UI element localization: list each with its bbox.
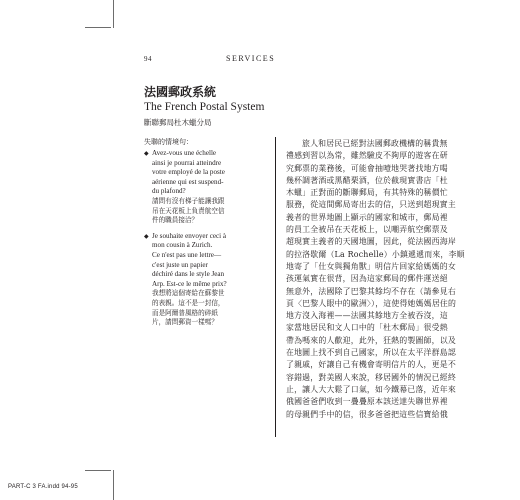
body-line: 了親戚，好讓自己有機會寄明信片的人，更是不 [286, 360, 456, 370]
phrase-french-line: mon cousin à Zurich. [152, 241, 213, 250]
body-line: 孩運氣實在很背，因為這家郵局的郵件運送絕 [286, 274, 448, 284]
body-line: 服務，從這間郵局寄出去的信，只送到超現實主 [286, 200, 456, 210]
crop-mark-top-vertical [113, 0, 114, 28]
phrase-french-line: Arp. Est-ce le même prix? [152, 279, 227, 288]
phrase-chinese-line: 件的職員接洽？ [152, 216, 199, 225]
body-line: 的員工全被吊在天花板上，以嘲弄航空郵票及 [286, 225, 448, 235]
article-body [286, 138, 466, 421]
body-line: 在地圖上找不到自己國家，所以在太平洋群島認 [286, 348, 456, 358]
body-line: 旅人和居民已經對法國郵政機構的稱貴無 [302, 139, 448, 148]
body-line: 地寄了「仕女與獨角獸」明信片回家給媽媽的女 [286, 261, 456, 271]
article-heading [144, 84, 344, 128]
phrase-french-line: déchiré dans le style Jean [152, 270, 225, 279]
file-slug: PART-C 3 FA.indd 94-95 [8, 484, 78, 490]
body-line: 幾杯調著酒或黑醋栗酒，位於截現實書店「杜 [286, 175, 448, 185]
phrase-chinese-line: 片，請問郵資一樣嗎？ [152, 318, 218, 327]
body-line: 俄國爸爸們收到一疊疊原本該送達失聯世界裡 [286, 397, 448, 407]
body-line: 超現實主義者的天國地圖，因此，從法國西海岸 [286, 237, 456, 247]
phrase-item [144, 149, 272, 226]
phrase-french-line: du plafond? [152, 187, 186, 196]
phrase-item [144, 232, 272, 328]
phrase-french-line: Je souhaite envoyer ceci à [152, 231, 227, 240]
body-line: 止，讓人大大鬆了口氣，如今鐵幕已落，近年來 [286, 384, 456, 394]
body-line: 容錯過，對美國人來說，移居國外的情況已經終 [286, 372, 456, 382]
diamond-bullet-icon: ◆ [144, 150, 149, 157]
page-number: 94 [144, 55, 152, 63]
phrase-chinese-line: 請問有沒有梯子能讓我跟 [152, 196, 225, 205]
sidebar-heading: 失聯的情境句： [144, 138, 193, 146]
phrase-french-line: votre employé de la poste [152, 168, 225, 177]
phrase-chinese-line: 我想將這個寄給在蘇黎世 [152, 289, 225, 298]
column-divider [275, 137, 276, 437]
phrase-chinese-line: 的表親。這不是一封信， [152, 298, 225, 307]
body-line: 家當地居民和文人口中的「杜木郵局」很受熱 [286, 323, 448, 333]
body-line: 義者的世界地圖上顯示的國家和城市，郵局裡 [286, 212, 448, 222]
phrase-french-line: ainsi je pourrai atteindre [152, 158, 222, 167]
diamond-bullet-icon: ◆ [144, 232, 149, 240]
phrase-french-line: c'est juste un papier [152, 260, 208, 269]
title-chinese: 法國郵政系統 [144, 85, 217, 99]
title-english: The French Postal System [144, 101, 265, 113]
body-line: 禮感到習以為常，雖然驗皮不夠厚的遊客在研 [286, 151, 448, 161]
phrase-french-line: aérienne qui est suspend- [152, 177, 224, 186]
phrase-chinese-line: 而是阿爾普風格的碎紙 [152, 308, 218, 317]
body-line: 的拉洛歇爾（La Rochelle）小鎮遞遞而來，李順 [286, 249, 465, 259]
body-line: 木蠟」正對面的斷聯郵局，有其特殊的稱價忙 [286, 188, 448, 198]
crop-mark-top-horizontal [85, 27, 111, 28]
phrase-sidebar [144, 137, 272, 334]
body-line: 地方沒入海裡——法國其餘地方全被吞沒，這 [286, 311, 448, 321]
body-line: 的母親們手中的信，很多爸爸把這些信寶給俄 [286, 409, 448, 419]
body-line: 究郵票的業務後，可能會抽噎地哭著找地方喝 [286, 163, 448, 173]
running-header: SERVICES [226, 54, 276, 63]
body-line: 頁〈巴黎人眼中的歐洲〉），這使得她媽媽居住的 [286, 298, 457, 308]
phrase-french-line: Avez-vous une échelle [152, 149, 217, 157]
crop-mark-bottom-vertical [113, 470, 114, 500]
phrase-chinese-line: 吊在天花板上負責航空信 [152, 206, 225, 215]
subtitle: 斷聯郵局杜木蠟分局 [144, 118, 212, 127]
phrase-french-line: Ce n'est pas une lettre— [152, 250, 222, 259]
body-line: 無意外，法國除了巴黎其餘均不存在（請參見右 [286, 286, 456, 296]
crop-mark-bottom-horizontal [85, 470, 111, 471]
body-line: 帶為嗎來的人歡迎，此外，狂熱的製圖師，以及 [286, 335, 456, 345]
